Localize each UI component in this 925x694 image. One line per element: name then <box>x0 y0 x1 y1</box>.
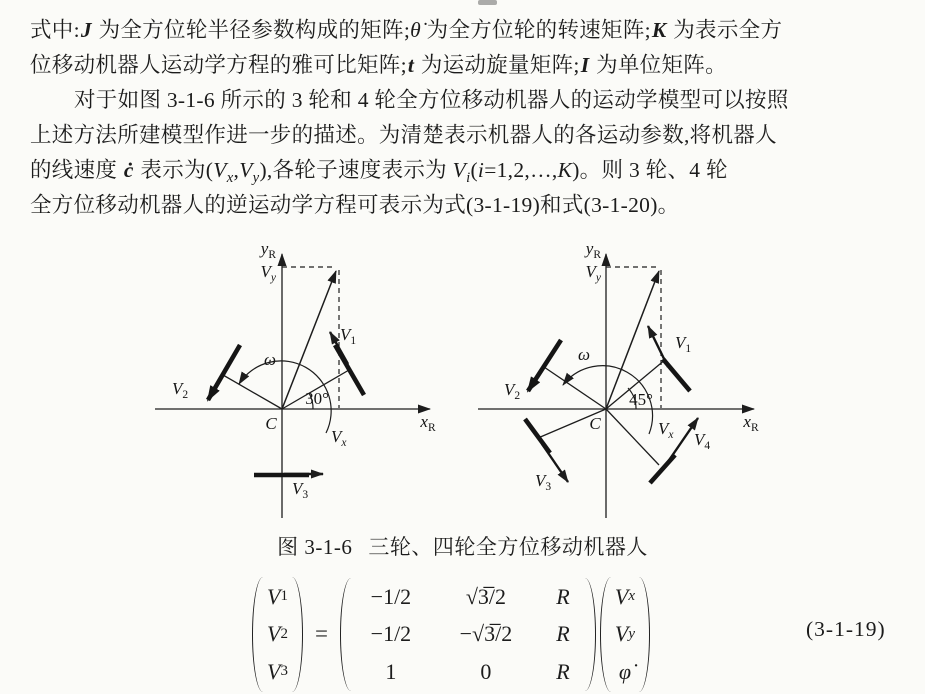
math-subscript: y <box>628 625 636 642</box>
left-paren <box>600 577 611 692</box>
math-subscript: i <box>466 170 471 186</box>
wheel-2-velocity-arrow <box>208 345 240 400</box>
math-subscript: x <box>628 588 636 605</box>
four-wheel-diagram <box>468 236 780 519</box>
math-symbol-V: V <box>213 158 227 182</box>
left-paren <box>340 578 351 691</box>
right-paren <box>292 577 303 692</box>
math-subscript: y <box>252 170 260 186</box>
figure-number: 图 3-1-6 <box>277 535 353 559</box>
text-run: 为运动旋量矩阵; <box>415 53 580 77</box>
right-paren <box>585 578 596 691</box>
v2-label: $V_2$ <box>172 379 189 401</box>
math-symbol-I: I <box>580 53 590 77</box>
matrix-cell: −1/2 <box>370 621 412 647</box>
matrix-cell: R <box>556 583 570 609</box>
text-run: 为全方位轮半径参数构成的矩阵; <box>92 18 411 42</box>
matrix-cell: 1 <box>385 658 397 684</box>
math-subscript: 2 <box>280 625 288 642</box>
right-paren <box>639 577 650 692</box>
figure-caption <box>0 531 925 561</box>
text-run: , <box>233 158 240 182</box>
math-symbol-i: i <box>477 158 485 182</box>
math-symbol-K: K <box>557 158 573 182</box>
math-symbol-V: V <box>452 158 467 182</box>
paragraph-line-6 <box>30 188 915 219</box>
text-run: ( <box>470 158 478 182</box>
angle-45-label: 45° <box>629 390 653 409</box>
lhs-vector <box>252 577 303 692</box>
text-run: 为表示全方 <box>667 18 783 42</box>
wheel-3-velocity-arrow <box>542 444 568 482</box>
v1-label: $V_1$ <box>340 325 357 347</box>
v3-label: $V_3$ <box>535 471 552 493</box>
velocity-vector <box>606 271 659 409</box>
figure-four-wheel <box>468 236 780 524</box>
math-subscript: x <box>226 170 234 186</box>
math-symbol-t: t <box>407 53 415 77</box>
text-run: 的线速度 <box>30 158 123 182</box>
vy-label: $V_y$ <box>585 262 601 284</box>
matrix-cell: R <box>556 658 570 684</box>
math-subscript: 1 <box>280 588 288 605</box>
equation-number: (3-1-19) <box>806 617 886 641</box>
text-run: 为单位矩阵。 <box>590 53 727 77</box>
vx-label: $V_x$ <box>658 419 674 441</box>
wheel-2-velocity-arrow <box>528 340 561 391</box>
v4-label: $V_4$ <box>694 430 711 452</box>
left-paren <box>252 577 263 692</box>
radial-wheel-4 <box>606 409 659 465</box>
math-symbol-c-dot: ċ <box>123 158 134 182</box>
text-run: 上述方法所建模型作进一步的描述。为清楚表示机器人的各运动参数,将机器人 <box>30 123 777 147</box>
paragraph-line-3 <box>74 83 925 114</box>
coefficient-matrix <box>340 578 596 691</box>
matrix-cell: −1/2 <box>370 583 412 609</box>
vector-entry-phi-dot: φ̇ <box>618 658 632 684</box>
paragraph-line-4 <box>30 118 915 149</box>
center-label: C <box>589 414 601 433</box>
text-run: 为全方位轮的转速矩阵; <box>420 18 651 42</box>
vector-entry: V <box>267 658 281 684</box>
math-subscript: 3 <box>280 663 288 680</box>
radial-wheel-2 <box>223 375 282 409</box>
page-edge-artifact <box>478 0 497 5</box>
wheels <box>208 332 364 475</box>
y-axis-label: $y_R$ <box>260 239 276 261</box>
y-axis-label: $y_R$ <box>585 239 601 261</box>
text-run: 表示为( <box>134 158 214 182</box>
x-axis-label: $x_R$ <box>420 412 436 434</box>
text-run: 式中: <box>30 18 80 42</box>
math-symbol-K: K <box>651 18 667 42</box>
angle-30-label: 30° <box>305 389 329 408</box>
matrix-cell: R <box>556 621 570 647</box>
figure-title: 三轮、四轮全方位移动机器人 <box>368 535 648 559</box>
paragraph-line-2 <box>30 48 915 79</box>
omega-label: ω <box>577 345 591 364</box>
v1-label: $V_1$ <box>675 333 692 355</box>
text-run: =1,2,…, <box>484 158 558 182</box>
paragraph-line-1 <box>30 13 915 44</box>
paragraph-line-5 <box>30 153 915 187</box>
omega-label: ω <box>263 350 277 369</box>
v3-label: $V_3$ <box>292 479 309 501</box>
math-symbol-theta-dot: θ̇ <box>410 18 421 42</box>
vector-entry: V <box>614 621 629 647</box>
equation-3-1-19 <box>252 577 650 692</box>
center-label: C <box>265 414 277 433</box>
equals-sign: = <box>314 621 328 647</box>
text-run: )。则 3 轮、4 轮 <box>572 158 728 182</box>
axes-and-vectors <box>478 254 754 518</box>
vector-entry: V <box>614 583 629 609</box>
figure-three-wheel <box>140 236 460 524</box>
matrix-cell: −√3̅/2 <box>459 621 513 647</box>
x-axis-label: $x_R$ <box>743 412 759 434</box>
vector-entry: V <box>267 621 281 647</box>
vx-label: $V_x$ <box>331 427 347 449</box>
wheel-3 <box>525 419 550 453</box>
math-symbol-J: J <box>80 18 92 42</box>
text-run: 位移动机器人运动学方程的雅可比矩阵; <box>30 53 407 77</box>
rhs-vector <box>600 577 650 692</box>
math-symbol-V: V <box>239 158 253 182</box>
v2-label: $V_2$ <box>504 380 521 402</box>
labels <box>172 239 436 501</box>
wheel-1-velocity-arrow <box>648 326 668 367</box>
text-run: 全方位移动机器人的逆运动学方程可表示为式(3-1-19)和式(3-1-20)。 <box>30 193 680 217</box>
matrix-cell: 0 <box>480 658 492 684</box>
vector-entry: V <box>267 583 281 609</box>
matrix-cell: √3̅/2 <box>465 583 507 609</box>
vy-label: $V_y$ <box>260 262 276 284</box>
text-run: 对于如图 3-1-6 所示的 3 轮和 4 轮全方位移动机器人的运动学模型可以按照 <box>74 88 789 112</box>
three-wheel-diagram <box>140 236 460 519</box>
text-run: ),各轮子速度表示为 <box>259 158 453 182</box>
